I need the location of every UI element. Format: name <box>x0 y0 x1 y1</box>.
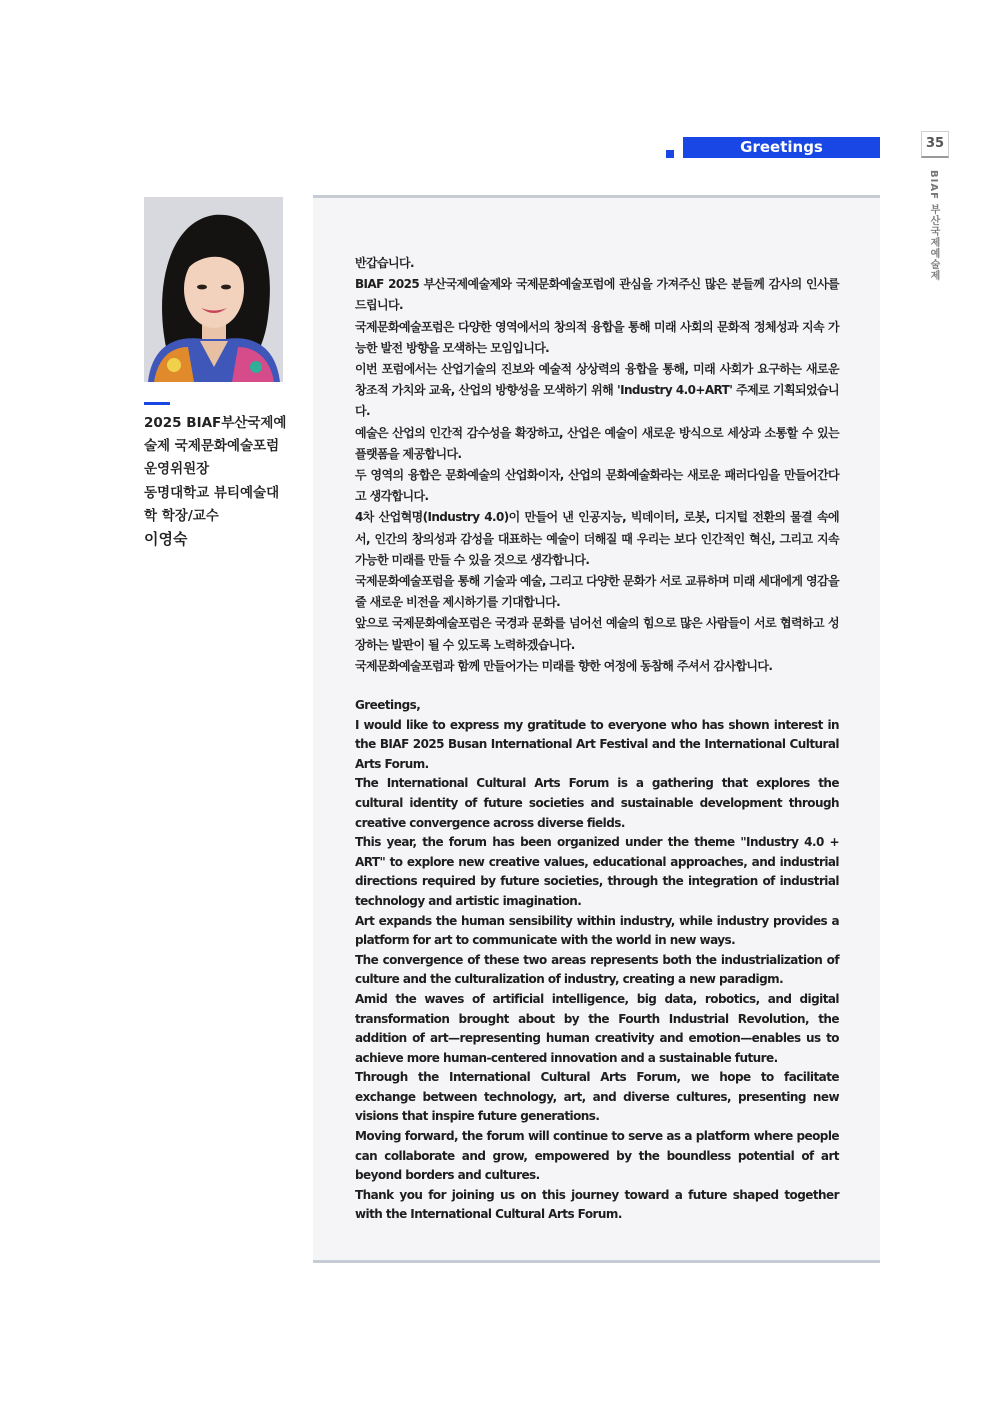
author-title-line: 학 학장/교수 <box>144 507 219 524</box>
paragraph: 국제문화예술포럼을 통해 기술과 예술, 그리고 다양한 문화가 서로 교류하며 미래 세대에게 영감을 줄 새로운 비전을 제시하기를 기대합니다. <box>355 574 839 610</box>
paragraph: BIAF 2025 부산국제예술제와 국제문화예술포럼에 관심을 가져주신 많은 분들께 감사의 인사를 드립니다. <box>355 277 839 313</box>
author-title-line: 동명대학교 뷰티예술대 <box>144 484 280 501</box>
section-title: Greetings <box>683 137 880 158</box>
author-block <box>144 412 289 551</box>
author-title-line: 술제 국제문화예술포럼 <box>144 438 280 455</box>
author-accent-line <box>144 402 170 405</box>
paragraph: 이번 포럼에서는 산업기술의 진보와 예술적 상상력의 융합을 통해, 미래 사회가 요구하는 새로운 창조적 가치와 교육, 산업의 방향성을 모색하기 위해 'Industry 4.0+ART' 주제로 기획되었습니다. <box>355 362 839 419</box>
paragraph: 예술은 산업의 인간적 감수성을 확장하고, 산업은 예술이 새로운 방식으로 세상과 소통할 수 있는 플랫폼을 제공합니다. <box>355 425 839 461</box>
author-title-line: 2025 BIAF부산국제예 <box>144 415 287 431</box>
author-title-line: 운영위원장 <box>144 461 210 478</box>
paragraph: Moving forward, the forum will continue to serve as a platform where people can collaborate and grow, empowered by the boundless potential of art beyond borders and cultures. <box>355 1129 839 1183</box>
paragraph: The convergence of these two areas represents both the industrialization of culture and the culturalization of industry, creating a new paradigm. <box>355 952 839 987</box>
paragraph: 반갑습니다. <box>355 256 414 270</box>
header-square-marker <box>666 150 674 158</box>
page-number: 35 <box>925 136 945 151</box>
paragraph: This year, the forum has been organized under the theme "Industry 4.0 + ART" to explore new creative values, educational approaches, and industrial directions required by future societies, through the integration of industrial technology and artistic imagination. <box>355 835 839 908</box>
paragraph: 두 영역의 융합은 문화예술의 산업화이자, 산업의 문화예술화라는 새로운 패러다임을 만들어간다고 생각합니다. <box>355 468 839 504</box>
paragraph: 국제문화예술포럼은 다양한 영역에서의 창의적 융합을 통해 미래 사회의 문화적 정체성과 지속 가능한 발전 방향을 모색하는 모임입니다. <box>355 319 839 355</box>
paragraph: Thank you for joining us on this journey toward a future shaped together with the International Cultural Arts Forum. <box>355 1187 839 1222</box>
paragraph: Through the International Cultural Arts Forum, we hope to facilitate exchange between technology, art, and diverse cultures, presenting new visions that inspire future generations. <box>355 1070 839 1124</box>
paragraph: Amid the waves of artificial intelligence, big data, robotics, and digital transformation brought about by the Fourth Industrial Revolution, the addition of art—representing human creativity and emotion—enables us to achieve more human-centered innovation and a sustainable future. <box>355 991 839 1065</box>
author-name: 이영숙 <box>144 530 188 549</box>
paragraph: The International Cultural Arts Forum is a gathering that explores the cultural identity of future societies and sustainable development through creative convergence across diverse fields. <box>355 776 839 830</box>
author-photo <box>144 197 283 382</box>
paragraph: I would like to express my gratitude to everyone who has shown interest in the BIAF 2025 Busan International Art Festival and the International Cultural Arts Forum. <box>355 717 839 771</box>
paragraph: Greetings, <box>355 698 421 712</box>
side-label: BIAF 부산국제예술제 <box>928 170 939 282</box>
paragraph: 4차 산업혁명(Industry 4.0)이 만들어 낸 인공지능, 빅데이터, 로봇, 디지털 전환의 물결 속에서, 인간의 창의성과 감성을 대표하는 예술이 더해질 때 우리는 보다 인간적인 혁신, 그리고 지속 가능한 미래를 만들 수 있을 것으로 생각합니다. <box>355 510 839 567</box>
paragraph: Art expands the human sensibility within industry, while industry provides a platform for art to communicate with the world in new ways. <box>355 913 839 948</box>
paragraph: 앞으로 국제문화예술포럼은 국경과 문화를 넘어선 예술의 힘으로 많은 사람들이 서로 협력하고 성장하는 발판이 될 수 있도록 노력하겠습니다. <box>355 616 839 652</box>
paragraph: 국제문화예술포럼과 함께 만들어가는 미래를 향한 여정에 동참해 주셔서 감사합니다. <box>355 658 773 673</box>
page-number-box <box>921 131 949 158</box>
korean-greeting <box>355 253 839 677</box>
english-greeting <box>355 696 839 1225</box>
